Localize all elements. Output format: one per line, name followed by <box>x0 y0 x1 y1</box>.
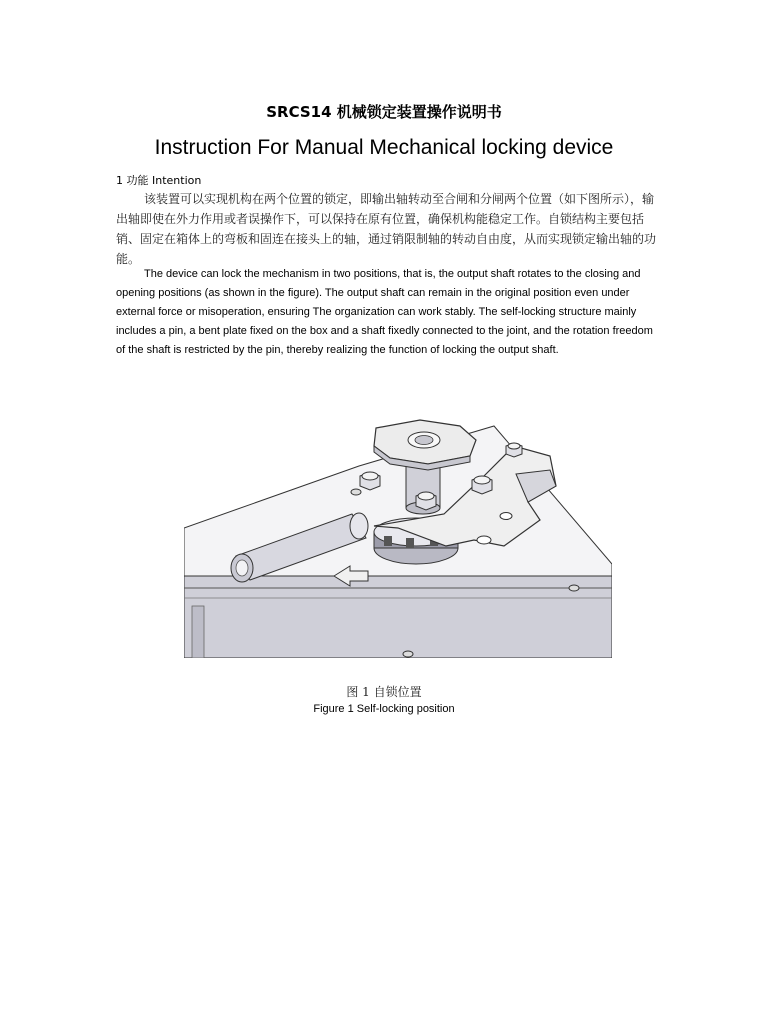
hex-nut <box>472 476 492 494</box>
hex-nut <box>360 472 380 490</box>
figure-caption-english: Figure 1 Self-locking position <box>313 703 455 715</box>
screw-head <box>403 651 413 657</box>
screw-head <box>569 585 579 591</box>
handle-plate <box>374 420 476 470</box>
hex-nut <box>416 492 436 510</box>
paragraph-english: The device can lock the mechanism in two positions, that is, the output shaft rotates to the closing and opening positions (as shown in the figure). The output shaft can remain in the original position even under external force or misoperation, ensuring The organization can work stably. The self-locking structure mainly includes a pin, a bent plate fixed on the box and a shaft fixedly connected to the joint, and the rotation freedom of the shaft is restricted by the pin, thereby realizing the function of locking the output shaft. <box>116 268 653 356</box>
figure-caption-chinese: 图 1 自锁位置 <box>346 685 422 699</box>
paragraph-chinese: 该装置可以实现机构在两个位置的锁定，即输出轴转动至合闸和分闸两个位置（如下图所示），输出轴即使在外力作用或者误操作下，可以保持在原有位置，确保机构能稳定工作。自锁结构主要包括销、固定在箱体上的弯板和固连在接头上的轴，通过销限制轴的转动自由度，从而实现锁定输出轴的功能。 <box>116 192 657 266</box>
screw-head <box>351 489 361 495</box>
hex-nut <box>506 443 522 457</box>
document-title-english: Instruction For Manual Mechanical locking device <box>154 136 614 159</box>
section-heading: 1 功能 Intention <box>116 174 202 187</box>
locking-device-illustration <box>184 416 612 658</box>
document-title-chinese: SRCS14 机械锁定装置操作说明书 <box>266 103 502 121</box>
